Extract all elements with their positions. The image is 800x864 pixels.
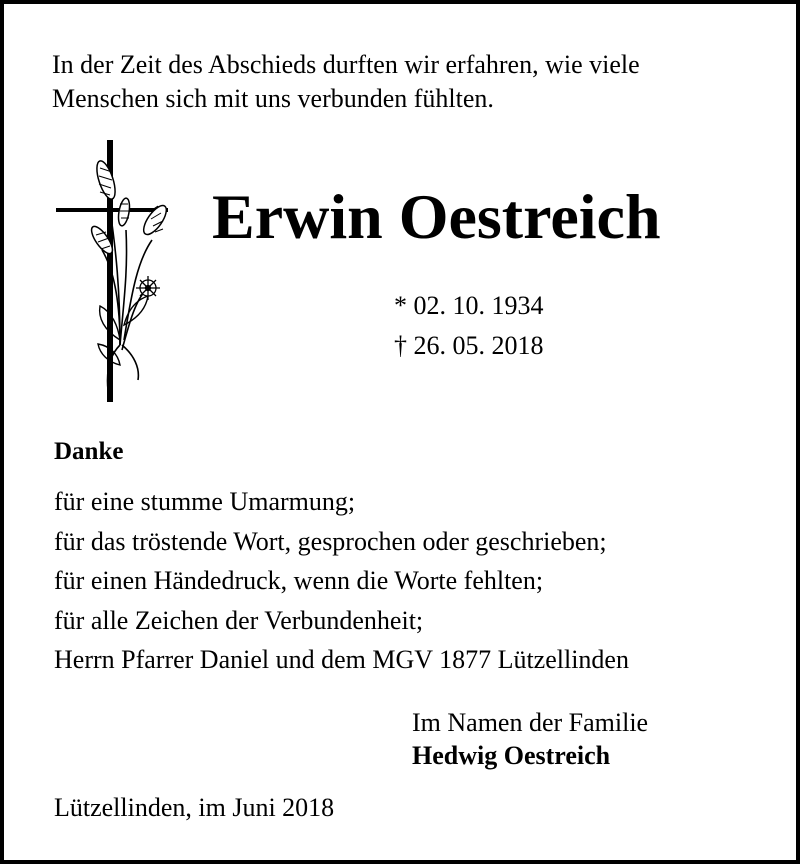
- thanks-line: für alle Zeichen der Verbundenheit;: [54, 605, 424, 635]
- signature-block: [412, 706, 648, 772]
- place-date: Lützellinden, im Juni 2018: [54, 793, 335, 822]
- wheat-ear: [93, 159, 119, 201]
- thanks-line: für eine stumme Umarmung;: [54, 487, 356, 516]
- thanks-line: Herrn Pfarrer Daniel und dem MGV 1877 Lützellinden: [54, 645, 629, 674]
- thanks-heading: Danke: [54, 438, 124, 465]
- thanks-line: für einen Händedruck, wenn die Worte fehlten;: [54, 566, 544, 595]
- intro-text: [52, 48, 772, 116]
- intro-line: Menschen sich mit uns verbunden fühlten.: [52, 84, 494, 113]
- birth-date: * 02. 10. 1934: [394, 291, 544, 320]
- signature-line: Im Namen der Familie: [412, 708, 649, 737]
- signature-name: Hedwig Oestreich: [412, 741, 611, 770]
- flower: [136, 276, 160, 300]
- wheat-ears: [88, 159, 171, 257]
- death-date: † 26. 05. 2018: [394, 331, 544, 360]
- deceased-name: Erwin Oestreich: [212, 181, 661, 252]
- thanks-list: [54, 482, 774, 680]
- cross-with-wheat-and-flower-icon: [54, 140, 172, 404]
- life-dates: [394, 286, 544, 366]
- wheat-ear: [117, 197, 132, 226]
- thanks-line: für das tröstende Wort, gesprochen oder geschrieben;: [54, 526, 607, 556]
- intro-line: In der Zeit des Abschieds durften wir erfahren, wie viele: [52, 50, 640, 79]
